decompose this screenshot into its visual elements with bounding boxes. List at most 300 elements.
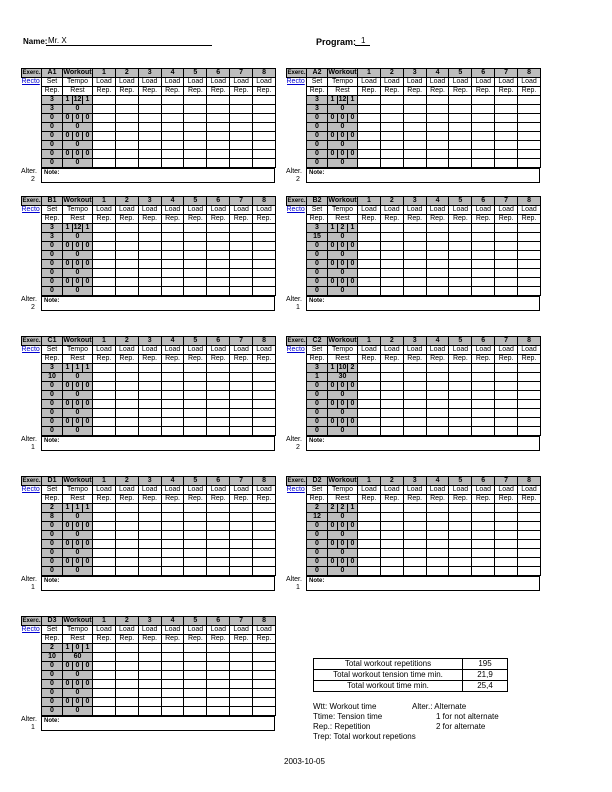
tempo-cell[interactable]: 0 — [328, 400, 338, 409]
rep-cell[interactable] — [253, 269, 276, 278]
rep-cell[interactable] — [138, 689, 161, 698]
rep-cell[interactable] — [161, 513, 184, 522]
load-cell[interactable] — [138, 96, 161, 105]
load-cell[interactable] — [230, 644, 253, 653]
reps-cell[interactable]: 0 — [42, 391, 63, 400]
rep-cell[interactable] — [403, 123, 426, 132]
tempo-cell[interactable]: 0 — [63, 382, 73, 391]
tempo-cell[interactable]: 0 — [73, 680, 83, 689]
rep-cell[interactable] — [472, 391, 495, 400]
rep-cell[interactable] — [93, 391, 116, 400]
tempo-cell[interactable]: 0 — [73, 662, 83, 671]
load-cell[interactable] — [230, 364, 253, 373]
rep-cell[interactable] — [230, 287, 253, 296]
note-field[interactable] — [306, 168, 540, 183]
rest-cell[interactable]: 0 — [63, 427, 93, 436]
load-cell[interactable] — [472, 522, 495, 531]
load-cell[interactable] — [380, 364, 403, 373]
rep-cell[interactable] — [358, 373, 381, 382]
note-field[interactable] — [306, 436, 540, 451]
rep-cell[interactable] — [426, 409, 449, 418]
rep-cell[interactable] — [358, 513, 381, 522]
rep-cell[interactable] — [472, 513, 495, 522]
load-cell[interactable] — [426, 278, 449, 287]
load-cell[interactable] — [472, 242, 495, 251]
rep-cell[interactable] — [449, 391, 472, 400]
load-cell[interactable] — [426, 260, 449, 269]
rep-cell[interactable] — [230, 513, 253, 522]
rep-cell[interactable] — [161, 287, 184, 296]
rep-cell[interactable] — [161, 373, 184, 382]
load-cell[interactable] — [184, 132, 207, 141]
sets-cell[interactable]: 0 — [42, 558, 63, 567]
rep-cell[interactable] — [426, 105, 449, 114]
load-cell[interactable] — [472, 400, 495, 409]
reps-cell[interactable]: 0 — [42, 287, 63, 296]
rest-cell[interactable]: 0 — [63, 269, 93, 278]
rep-cell[interactable] — [184, 567, 207, 576]
rep-cell[interactable] — [115, 409, 138, 418]
rep-cell[interactable] — [380, 287, 403, 296]
rep-cell[interactable] — [495, 373, 518, 382]
tempo-cell[interactable]: 0 — [328, 114, 338, 123]
rep-cell[interactable] — [93, 567, 116, 576]
rep-cell[interactable] — [115, 373, 138, 382]
reps-cell[interactable]: 10 — [42, 653, 63, 662]
tempo-cell[interactable]: 0 — [338, 418, 348, 427]
recto-link[interactable]: Recto — [21, 206, 40, 214]
tempo-cell[interactable]: 0 — [348, 418, 358, 427]
rep-cell[interactable] — [518, 531, 541, 540]
tempo-cell[interactable]: 0 — [73, 260, 83, 269]
load-cell[interactable] — [403, 132, 426, 141]
load-cell[interactable] — [253, 242, 276, 251]
rep-cell[interactable] — [230, 251, 253, 260]
rep-cell[interactable] — [426, 141, 449, 150]
load-cell[interactable] — [93, 382, 116, 391]
load-cell[interactable] — [426, 418, 449, 427]
rep-cell[interactable] — [161, 105, 184, 114]
rep-cell[interactable] — [138, 707, 161, 716]
rep-cell[interactable] — [115, 269, 138, 278]
rep-cell[interactable] — [93, 409, 116, 418]
tempo-cell[interactable]: 0 — [83, 418, 93, 427]
reps-cell[interactable]: 12 — [307, 513, 328, 522]
load-cell[interactable] — [380, 242, 403, 251]
load-cell[interactable] — [495, 382, 518, 391]
rep-cell[interactable] — [253, 689, 276, 698]
load-cell[interactable] — [495, 400, 518, 409]
load-cell[interactable] — [472, 364, 495, 373]
load-cell[interactable] — [472, 382, 495, 391]
load-cell[interactable] — [426, 150, 449, 159]
load-cell[interactable] — [426, 540, 449, 549]
sets-cell[interactable]: 0 — [307, 260, 328, 269]
load-cell[interactable] — [380, 96, 403, 105]
sets-cell[interactable]: 0 — [42, 698, 63, 707]
rep-cell[interactable] — [449, 531, 472, 540]
rep-cell[interactable] — [93, 141, 116, 150]
load-cell[interactable] — [449, 364, 472, 373]
rep-cell[interactable] — [230, 269, 253, 278]
rep-cell[interactable] — [403, 141, 426, 150]
reps-cell[interactable]: 10 — [42, 373, 63, 382]
rep-cell[interactable] — [161, 409, 184, 418]
rep-cell[interactable] — [138, 531, 161, 540]
tempo-cell[interactable]: 0 — [63, 400, 73, 409]
load-cell[interactable] — [426, 242, 449, 251]
load-cell[interactable] — [184, 150, 207, 159]
rep-cell[interactable] — [161, 689, 184, 698]
load-cell[interactable] — [449, 96, 472, 105]
reps-cell[interactable]: 1 — [307, 373, 328, 382]
reps-cell[interactable]: 0 — [307, 251, 328, 260]
load-cell[interactable] — [518, 558, 541, 567]
rep-cell[interactable] — [472, 251, 495, 260]
rep-cell[interactable] — [115, 707, 138, 716]
sets-cell[interactable]: 0 — [42, 540, 63, 549]
load-cell[interactable] — [207, 96, 230, 105]
rep-cell[interactable] — [161, 671, 184, 680]
load-cell[interactable] — [184, 504, 207, 513]
tempo-cell[interactable]: 0 — [63, 114, 73, 123]
rep-cell[interactable] — [230, 427, 253, 436]
rep-cell[interactable] — [93, 373, 116, 382]
sets-cell[interactable]: 0 — [307, 400, 328, 409]
tempo-cell[interactable]: 2 — [348, 364, 358, 373]
load-cell[interactable] — [449, 418, 472, 427]
load-cell[interactable] — [403, 558, 426, 567]
load-cell[interactable] — [253, 522, 276, 531]
tempo-cell[interactable]: 0 — [348, 382, 358, 391]
rep-cell[interactable] — [449, 567, 472, 576]
load-cell[interactable] — [115, 504, 138, 513]
rep-cell[interactable] — [230, 233, 253, 242]
load-cell[interactable] — [184, 260, 207, 269]
tempo-cell[interactable]: 0 — [338, 278, 348, 287]
rep-cell[interactable] — [495, 567, 518, 576]
rep-cell[interactable] — [230, 567, 253, 576]
rep-cell[interactable] — [253, 159, 276, 168]
tempo-cell[interactable]: 0 — [83, 132, 93, 141]
load-cell[interactable] — [161, 132, 184, 141]
rep-cell[interactable] — [161, 159, 184, 168]
rep-cell[interactable] — [449, 549, 472, 558]
load-cell[interactable] — [472, 278, 495, 287]
load-cell[interactable] — [230, 418, 253, 427]
sets-cell[interactable]: 0 — [307, 150, 328, 159]
load-cell[interactable] — [230, 132, 253, 141]
reps-cell[interactable]: 3 — [42, 233, 63, 242]
load-cell[interactable] — [138, 260, 161, 269]
rep-cell[interactable] — [230, 409, 253, 418]
load-cell[interactable] — [207, 114, 230, 123]
rep-cell[interactable] — [115, 391, 138, 400]
rep-cell[interactable] — [449, 269, 472, 278]
rep-cell[interactable] — [93, 653, 116, 662]
load-cell[interactable] — [472, 260, 495, 269]
rep-cell[interactable] — [380, 159, 403, 168]
sets-cell[interactable]: 0 — [307, 522, 328, 531]
note-field[interactable] — [41, 576, 275, 591]
load-cell[interactable] — [472, 504, 495, 513]
load-cell[interactable] — [115, 114, 138, 123]
load-cell[interactable] — [449, 278, 472, 287]
load-cell[interactable] — [358, 558, 381, 567]
rep-cell[interactable] — [207, 141, 230, 150]
rep-cell[interactable] — [358, 141, 381, 150]
rep-cell[interactable] — [495, 159, 518, 168]
load-cell[interactable] — [495, 132, 518, 141]
recto-link[interactable]: Recto — [21, 486, 40, 494]
rep-cell[interactable] — [207, 671, 230, 680]
tempo-cell[interactable]: 1 — [63, 644, 73, 653]
rep-cell[interactable] — [380, 123, 403, 132]
tempo-cell[interactable]: 0 — [73, 278, 83, 287]
tempo-cell[interactable]: 0 — [73, 558, 83, 567]
load-cell[interactable] — [207, 522, 230, 531]
rep-cell[interactable] — [93, 287, 116, 296]
load-cell[interactable] — [518, 242, 541, 251]
rep-cell[interactable] — [518, 373, 541, 382]
tempo-cell[interactable]: 1 — [328, 364, 338, 373]
reps-cell[interactable]: 0 — [42, 531, 63, 540]
rest-cell[interactable]: 0 — [63, 409, 93, 418]
reps-cell[interactable]: 0 — [42, 671, 63, 680]
rep-cell[interactable] — [253, 105, 276, 114]
rest-cell[interactable]: 0 — [328, 391, 358, 400]
rep-cell[interactable] — [380, 251, 403, 260]
rep-cell[interactable] — [518, 567, 541, 576]
rep-cell[interactable] — [518, 233, 541, 242]
rep-cell[interactable] — [380, 513, 403, 522]
load-cell[interactable] — [161, 364, 184, 373]
tempo-cell[interactable]: 0 — [63, 558, 73, 567]
rep-cell[interactable] — [93, 251, 116, 260]
reps-cell[interactable]: 0 — [307, 549, 328, 558]
rep-cell[interactable] — [358, 409, 381, 418]
load-cell[interactable] — [161, 224, 184, 233]
rep-cell[interactable] — [426, 159, 449, 168]
rep-cell[interactable] — [207, 105, 230, 114]
rep-cell[interactable] — [184, 287, 207, 296]
load-cell[interactable] — [495, 522, 518, 531]
rep-cell[interactable] — [184, 269, 207, 278]
rep-cell[interactable] — [161, 549, 184, 558]
alter-value[interactable]: 2 — [31, 304, 35, 311]
rest-cell[interactable]: 0 — [63, 671, 93, 680]
load-cell[interactable] — [184, 644, 207, 653]
rep-cell[interactable] — [426, 391, 449, 400]
load-cell[interactable] — [426, 132, 449, 141]
tempo-cell[interactable]: 1 — [73, 504, 83, 513]
load-cell[interactable] — [426, 114, 449, 123]
load-cell[interactable] — [161, 150, 184, 159]
rest-cell[interactable]: 0 — [63, 159, 93, 168]
load-cell[interactable] — [403, 418, 426, 427]
load-cell[interactable] — [358, 540, 381, 549]
tempo-cell[interactable]: 0 — [338, 150, 348, 159]
rep-cell[interactable] — [380, 549, 403, 558]
sets-cell[interactable]: 3 — [307, 224, 328, 233]
rep-cell[interactable] — [161, 233, 184, 242]
rep-cell[interactable] — [380, 531, 403, 540]
rest-cell[interactable]: 0 — [328, 567, 358, 576]
reps-cell[interactable]: 0 — [307, 287, 328, 296]
load-cell[interactable] — [184, 558, 207, 567]
load-cell[interactable] — [358, 260, 381, 269]
name-value[interactable]: Mr. X — [48, 36, 67, 45]
load-cell[interactable] — [230, 150, 253, 159]
load-cell[interactable] — [93, 96, 116, 105]
tempo-cell[interactable]: 0 — [348, 132, 358, 141]
rep-cell[interactable] — [253, 287, 276, 296]
reps-cell[interactable]: 0 — [307, 567, 328, 576]
load-cell[interactable] — [93, 418, 116, 427]
rep-cell[interactable] — [138, 671, 161, 680]
load-cell[interactable] — [138, 150, 161, 159]
load-cell[interactable] — [358, 504, 381, 513]
load-cell[interactable] — [161, 400, 184, 409]
load-cell[interactable] — [184, 662, 207, 671]
reps-cell[interactable]: 0 — [307, 141, 328, 150]
load-cell[interactable] — [426, 96, 449, 105]
rep-cell[interactable] — [93, 427, 116, 436]
tempo-cell[interactable]: 0 — [83, 150, 93, 159]
load-cell[interactable] — [472, 558, 495, 567]
rep-cell[interactable] — [184, 653, 207, 662]
rep-cell[interactable] — [253, 373, 276, 382]
load-cell[interactable] — [253, 504, 276, 513]
tempo-cell[interactable]: 0 — [83, 242, 93, 251]
rep-cell[interactable] — [518, 123, 541, 132]
rep-cell[interactable] — [138, 105, 161, 114]
load-cell[interactable] — [518, 364, 541, 373]
sets-cell[interactable]: 3 — [307, 96, 328, 105]
load-cell[interactable] — [230, 382, 253, 391]
rep-cell[interactable] — [426, 373, 449, 382]
load-cell[interactable] — [518, 504, 541, 513]
load-cell[interactable] — [161, 504, 184, 513]
load-cell[interactable] — [449, 382, 472, 391]
reps-cell[interactable]: 0 — [42, 123, 63, 132]
rep-cell[interactable] — [449, 513, 472, 522]
reps-cell[interactable]: 0 — [307, 391, 328, 400]
load-cell[interactable] — [184, 522, 207, 531]
rep-cell[interactable] — [403, 531, 426, 540]
tempo-cell[interactable]: 0 — [63, 522, 73, 531]
rep-cell[interactable] — [518, 287, 541, 296]
load-cell[interactable] — [115, 364, 138, 373]
load-cell[interactable] — [449, 242, 472, 251]
rep-cell[interactable] — [184, 427, 207, 436]
load-cell[interactable] — [207, 540, 230, 549]
tempo-cell[interactable]: 0 — [63, 260, 73, 269]
sets-cell[interactable]: 3 — [42, 224, 63, 233]
sets-cell[interactable]: 3 — [42, 364, 63, 373]
rest-cell[interactable]: 0 — [63, 373, 93, 382]
load-cell[interactable] — [138, 242, 161, 251]
load-cell[interactable] — [253, 114, 276, 123]
sets-cell[interactable]: 0 — [42, 150, 63, 159]
load-cell[interactable] — [184, 278, 207, 287]
tempo-cell[interactable]: 0 — [63, 418, 73, 427]
tempo-cell[interactable]: 0 — [83, 522, 93, 531]
rep-cell[interactable] — [138, 373, 161, 382]
rep-cell[interactable] — [403, 233, 426, 242]
sets-cell[interactable]: 0 — [307, 418, 328, 427]
load-cell[interactable] — [138, 132, 161, 141]
tempo-cell[interactable]: 1 — [63, 504, 73, 513]
rep-cell[interactable] — [495, 549, 518, 558]
tempo-cell[interactable]: 0 — [338, 242, 348, 251]
load-cell[interactable] — [403, 96, 426, 105]
load-cell[interactable] — [115, 96, 138, 105]
load-cell[interactable] — [161, 662, 184, 671]
tempo-cell[interactable]: 1 — [83, 644, 93, 653]
load-cell[interactable] — [518, 418, 541, 427]
load-cell[interactable] — [403, 260, 426, 269]
rep-cell[interactable] — [230, 671, 253, 680]
tempo-cell[interactable]: 0 — [73, 382, 83, 391]
load-cell[interactable] — [230, 96, 253, 105]
load-cell[interactable] — [207, 698, 230, 707]
load-cell[interactable] — [161, 644, 184, 653]
load-cell[interactable] — [403, 364, 426, 373]
load-cell[interactable] — [207, 364, 230, 373]
load-cell[interactable] — [138, 644, 161, 653]
load-cell[interactable] — [253, 278, 276, 287]
tempo-cell[interactable]: 0 — [63, 698, 73, 707]
load-cell[interactable] — [403, 114, 426, 123]
load-cell[interactable] — [253, 382, 276, 391]
rep-cell[interactable] — [403, 427, 426, 436]
tempo-cell[interactable]: 0 — [73, 114, 83, 123]
tempo-cell[interactable]: 0 — [328, 278, 338, 287]
tempo-cell[interactable]: 0 — [73, 540, 83, 549]
load-cell[interactable] — [518, 96, 541, 105]
tempo-cell[interactable]: 0 — [348, 522, 358, 531]
tempo-cell[interactable]: 0 — [63, 680, 73, 689]
load-cell[interactable] — [138, 278, 161, 287]
load-cell[interactable] — [161, 96, 184, 105]
rep-cell[interactable] — [230, 549, 253, 558]
rep-cell[interactable] — [207, 689, 230, 698]
rep-cell[interactable] — [138, 123, 161, 132]
rep-cell[interactable] — [207, 531, 230, 540]
rep-cell[interactable] — [138, 653, 161, 662]
load-cell[interactable] — [230, 698, 253, 707]
rep-cell[interactable] — [403, 287, 426, 296]
alter-value[interactable]: 1 — [31, 444, 35, 451]
tempo-cell[interactable]: 0 — [328, 242, 338, 251]
tempo-cell[interactable]: 0 — [63, 132, 73, 141]
rep-cell[interactable] — [518, 105, 541, 114]
rep-cell[interactable] — [403, 373, 426, 382]
rep-cell[interactable] — [207, 653, 230, 662]
rep-cell[interactable] — [184, 123, 207, 132]
load-cell[interactable] — [358, 114, 381, 123]
rep-cell[interactable] — [115, 251, 138, 260]
rest-cell[interactable]: 60 — [63, 653, 93, 662]
load-cell[interactable] — [161, 698, 184, 707]
load-cell[interactable] — [380, 260, 403, 269]
load-cell[interactable] — [253, 698, 276, 707]
load-cell[interactable] — [472, 132, 495, 141]
load-cell[interactable] — [426, 504, 449, 513]
rep-cell[interactable] — [253, 549, 276, 558]
load-cell[interactable] — [518, 382, 541, 391]
